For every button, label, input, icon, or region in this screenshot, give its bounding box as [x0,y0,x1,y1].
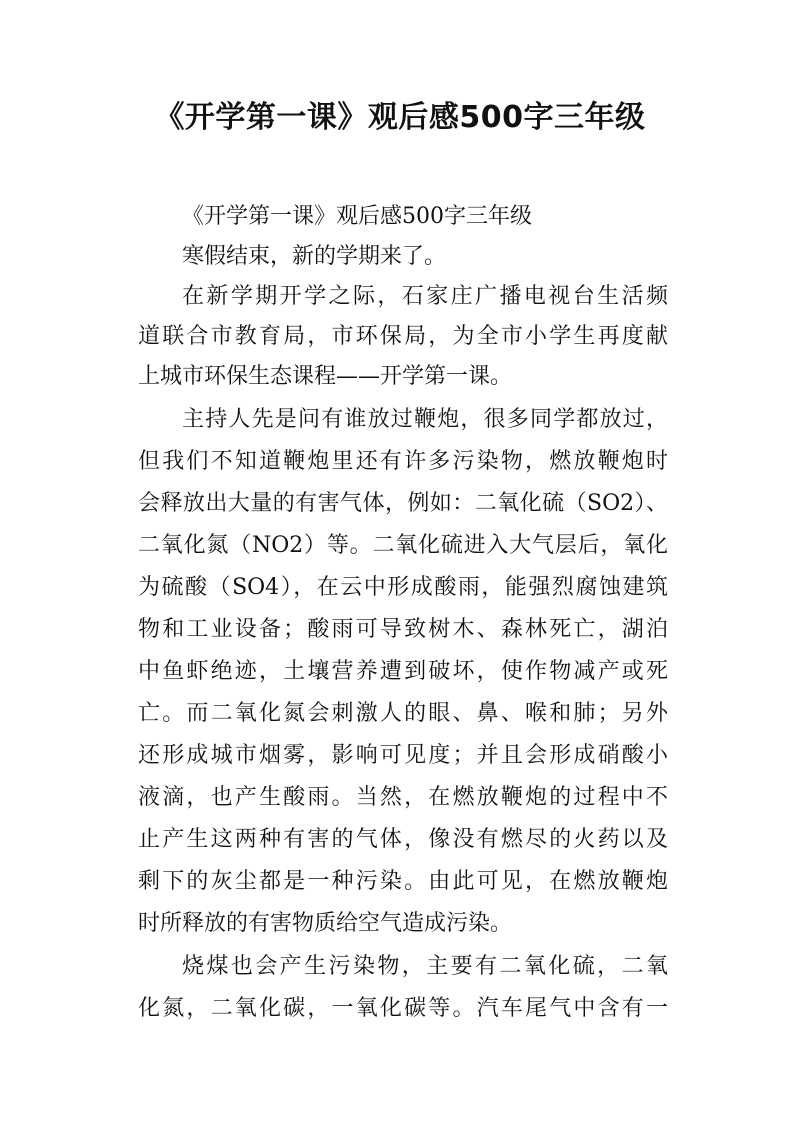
paragraph-line: 在新学期开学之际，石家庄广播电视台生活频 [182,284,668,309]
paragraph-line: 《开学第一课》观后感500字三年级 [182,204,532,229]
paragraph-line: 道联合市教育局，市环保局，为全市小学生再度献 [138,324,668,349]
document-title: 《开学第一课》观后感500字三年级 [154,100,646,135]
paragraph-line: 二氧化氮（NO2）等。二氧化硫进入大气层后，氧化 [138,533,668,558]
paragraph-line: 寒假结束，新的学期来了。 [182,244,447,269]
paragraph-line: 液滴，也产生酸雨。当然，在燃放鞭炮的过程中不 [138,785,668,810]
paragraph-line: 剩下的灰尘都是一种污染。由此可见，在燃放鞭炮 [138,869,668,894]
paragraph-line: 但我们不知道鞭炮里还有许多污染物，燃放鞭炮时 [138,449,668,474]
paragraph-line: 还形成城市烟雾，影响可见度；并且会形成硝酸小 [138,743,668,768]
paragraph-line: 时所释放的有害物质给空气造成污染。 [138,911,513,936]
paragraph-line: 物和工业设备；酸雨可导致树木、森林死亡，湖泊 [138,617,668,642]
paragraph-line: 烧煤也会产生污染物，主要有二氧化硫，二氧 [182,954,668,979]
paragraph-line: 主持人先是问有谁放过鞭炮，很多同学都放过， [182,407,668,432]
paragraph-line: 化氮，二氧化碳，一氧化碳等。汽车尾气中含有一 [138,996,668,1021]
paragraph-line: 亡。而二氧化氮会刺激人的眼、鼻、喉和肺；另外 [138,701,668,726]
paragraph-line: 止产生这两种有害的气体，像没有燃尽的火药以及 [138,827,668,852]
paragraph-line: 中鱼虾绝迹，土壤营养遭到破坏，使作物减产或死 [138,659,668,684]
paragraph-line: 为硫酸（SO4），在云中形成酸雨，能强烈腐蚀建筑 [138,575,668,600]
paragraph-line: 上城市环保生态课程——开学第一课。 [138,364,513,389]
paragraph-line: 会释放出大量的有害气体，例如：二氧化硫（SO2）、 [138,491,668,516]
